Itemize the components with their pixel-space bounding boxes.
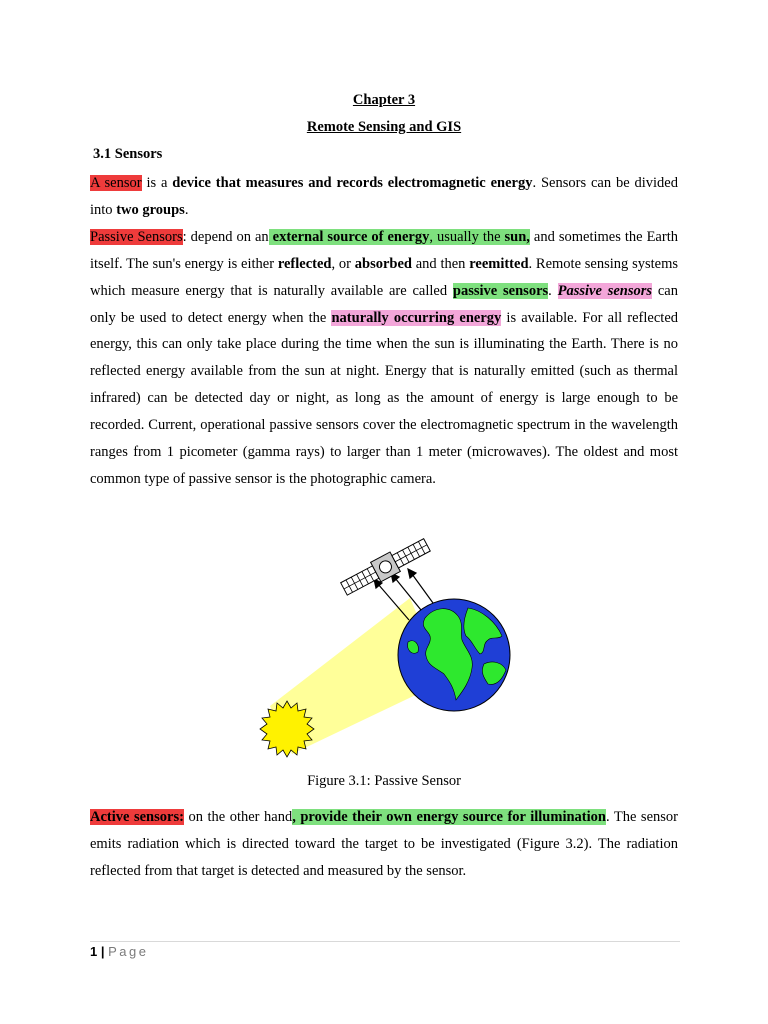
footer-separator: | (97, 944, 109, 959)
body-text-passive (90, 170, 678, 493)
chapter-heading: Chapter 3 (352, 92, 416, 108)
bold-absorbed: absorbed (354, 255, 412, 272)
page-footer (90, 944, 148, 959)
highlight-naturally-occurring-energy: naturally occurring energy (331, 309, 502, 326)
highlight-a-sensor: A sensor (90, 175, 142, 191)
paragraph-active-sensors (90, 804, 678, 885)
text-run: and sometimes the Earth itself. The sun's energy is either (90, 228, 678, 272)
bold-reemitted: reemitted (469, 255, 529, 272)
highlight-passive-sensors: passive sensors (452, 282, 549, 299)
bold-two-groups: two groups (116, 201, 185, 218)
highlight-active-sensors: Active sensors: (90, 809, 184, 825)
text-run: : depend on an (182, 228, 269, 245)
section-heading: 3.1 Sensors (93, 146, 163, 162)
text-run: is available. For all reflected energy, this can only take place during the time when the sun is illuminating the Earth. There is no reflected energy available from the sun at night. Energy that is naturally emitted (such as thermal infrared) can be detected day or night, as long as the amount of energy is large enough to be recorded. Current, operational passive sensors cover the electromagnetic spectrum in the wavelength ranges from 1 picometer (gamma rays) to larger than 1 meter (microwaves). The oldest and most common type of passive sensor is the photographic camera. (90, 309, 678, 487)
bold-reflected: reflected (277, 255, 332, 272)
sun-icon (260, 701, 314, 757)
highlight-own-energy-source: , provide their own energy source for illumination (292, 809, 606, 825)
text-run: . Remote sensing systems which measure energy that is naturally available are called (90, 255, 678, 299)
earth-icon (398, 599, 510, 711)
bold-external-source: external source of energy (268, 228, 430, 245)
text-run: . (184, 201, 189, 218)
highlight-passive-sensors-italic (558, 283, 652, 299)
satellite-icon (339, 536, 432, 599)
highlight-passive-sensors-term: Passive Sensors (90, 228, 183, 245)
text-run: , usually the (429, 228, 505, 245)
bold-sun: sun, (504, 228, 530, 245)
chapter-title: Remote Sensing and GIS (306, 119, 462, 135)
bold-device-definition: device that measures and records electromagnetic energy (172, 175, 533, 191)
text-run: , or (331, 255, 355, 272)
paragraph-sensor-definition (90, 170, 678, 224)
text-run: can only be used to detect energy when the (90, 282, 678, 326)
page-label: Page (108, 944, 149, 959)
page-number: 1 (90, 944, 98, 959)
footer-divider (90, 941, 680, 942)
text-run: . The sensor emits radiation which is directed toward the target to be investigated (Figure 3.2). The radiation reflected from that target is detected and measured by the sensor. (90, 809, 678, 879)
highlight-external-source (269, 229, 530, 245)
paragraph-passive-sensors (90, 224, 678, 493)
text-run: and then (411, 255, 470, 272)
passive-sensor-figure (250, 536, 520, 776)
text-run: on the other hand (183, 809, 293, 825)
text-run: . (548, 282, 558, 299)
figure-caption: Figure 3.1: Passive Sensor (307, 773, 461, 789)
text-run: is a (141, 175, 173, 191)
text-run: . Sensors can be divided into (90, 175, 678, 218)
italic-passive-sensors: Passive sensors (557, 282, 653, 299)
